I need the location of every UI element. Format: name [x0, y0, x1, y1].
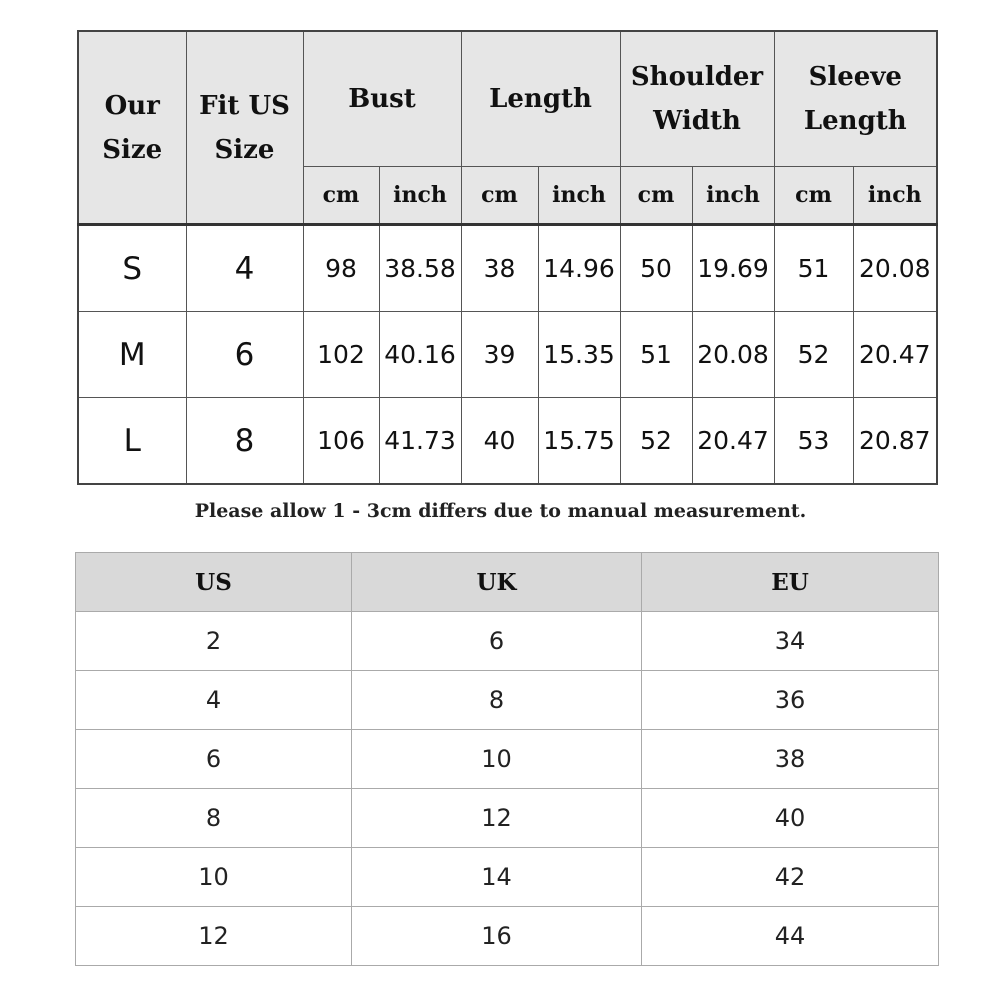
- cell-uk: 10: [352, 730, 642, 789]
- cell-shoulder-inch: 20.08: [692, 312, 774, 398]
- table-row: [78, 398, 937, 485]
- cell-eu: 42: [642, 848, 939, 907]
- cell-uk: 8: [352, 671, 642, 730]
- header-us: US: [76, 553, 352, 612]
- table-row: [78, 312, 937, 398]
- cell-eu: 44: [642, 907, 939, 966]
- cell-length-cm: 40: [461, 398, 538, 485]
- cell-eu: 38: [642, 730, 939, 789]
- cell-fit-us: 8: [186, 398, 303, 485]
- cell-eu: 40: [642, 789, 939, 848]
- cell-sleeve-inch: 20.08: [853, 225, 937, 312]
- cell-shoulder-cm: 52: [620, 398, 692, 485]
- table-row: [76, 907, 939, 966]
- header-shoulder-inch: inch: [692, 167, 774, 225]
- table-row: [78, 225, 937, 312]
- size-conversion-table: [75, 552, 939, 966]
- cell-bust-inch: 40.16: [379, 312, 461, 398]
- cell-bust-cm: 106: [303, 398, 379, 485]
- cell-eu: 36: [642, 671, 939, 730]
- cell-us: 4: [76, 671, 352, 730]
- cell-us: 12: [76, 907, 352, 966]
- header-eu: EU: [642, 553, 939, 612]
- header-sleeve-inch: inch: [853, 167, 937, 225]
- cell-length-inch: 15.75: [538, 398, 620, 485]
- header-shoulder-cm: cm: [620, 167, 692, 225]
- cell-sleeve-inch: 20.87: [853, 398, 937, 485]
- header-length-cm: cm: [461, 167, 538, 225]
- table-row: [76, 612, 939, 671]
- cell-our-size: L: [78, 398, 186, 485]
- measurement-note: Please allow 1 - 3cm differs due to manual measurement.: [194, 500, 807, 522]
- cell-bust-cm: 102: [303, 312, 379, 398]
- cell-bust-inch: 38.58: [379, 225, 461, 312]
- cell-uk: 6: [352, 612, 642, 671]
- cell-us: 8: [76, 789, 352, 848]
- cell-sleeve-cm: 53: [774, 398, 853, 485]
- cell-sleeve-cm: 52: [774, 312, 853, 398]
- header-shoulder-width: Shoulder Width: [620, 31, 774, 167]
- table-row: [76, 848, 939, 907]
- table-row: [76, 730, 939, 789]
- header-sleeve-cm: cm: [774, 167, 853, 225]
- cell-length-inch: 15.35: [538, 312, 620, 398]
- cell-our-size: S: [78, 225, 186, 312]
- cell-shoulder-inch: 20.47: [692, 398, 774, 485]
- cell-uk: 12: [352, 789, 642, 848]
- header-our-size: Our Size: [78, 31, 186, 225]
- cell-us: 6: [76, 730, 352, 789]
- cell-bust-inch: 41.73: [379, 398, 461, 485]
- cell-length-cm: 38: [461, 225, 538, 312]
- cell-length-inch: 14.96: [538, 225, 620, 312]
- cell-us: 10: [76, 848, 352, 907]
- header-length-inch: inch: [538, 167, 620, 225]
- cell-fit-us: 4: [186, 225, 303, 312]
- cell-uk: 14: [352, 848, 642, 907]
- cell-shoulder-cm: 51: [620, 312, 692, 398]
- table-row: [76, 789, 939, 848]
- header-uk: UK: [352, 553, 642, 612]
- header-fit-us-size: Fit US Size: [186, 31, 303, 225]
- header-bust: Bust: [303, 31, 461, 167]
- table-row: [76, 671, 939, 730]
- cell-length-cm: 39: [461, 312, 538, 398]
- cell-fit-us: 6: [186, 312, 303, 398]
- cell-sleeve-inch: 20.47: [853, 312, 937, 398]
- header-length: Length: [461, 31, 620, 167]
- header-bust-cm: cm: [303, 167, 379, 225]
- cell-uk: 16: [352, 907, 642, 966]
- header-bust-inch: inch: [379, 167, 461, 225]
- cell-shoulder-cm: 50: [620, 225, 692, 312]
- cell-bust-cm: 98: [303, 225, 379, 312]
- size-chart-table: [77, 30, 938, 485]
- header-sleeve-length: Sleeve Length: [774, 31, 937, 167]
- cell-us: 2: [76, 612, 352, 671]
- cell-shoulder-inch: 19.69: [692, 225, 774, 312]
- cell-eu: 34: [642, 612, 939, 671]
- cell-our-size: M: [78, 312, 186, 398]
- cell-sleeve-cm: 51: [774, 225, 853, 312]
